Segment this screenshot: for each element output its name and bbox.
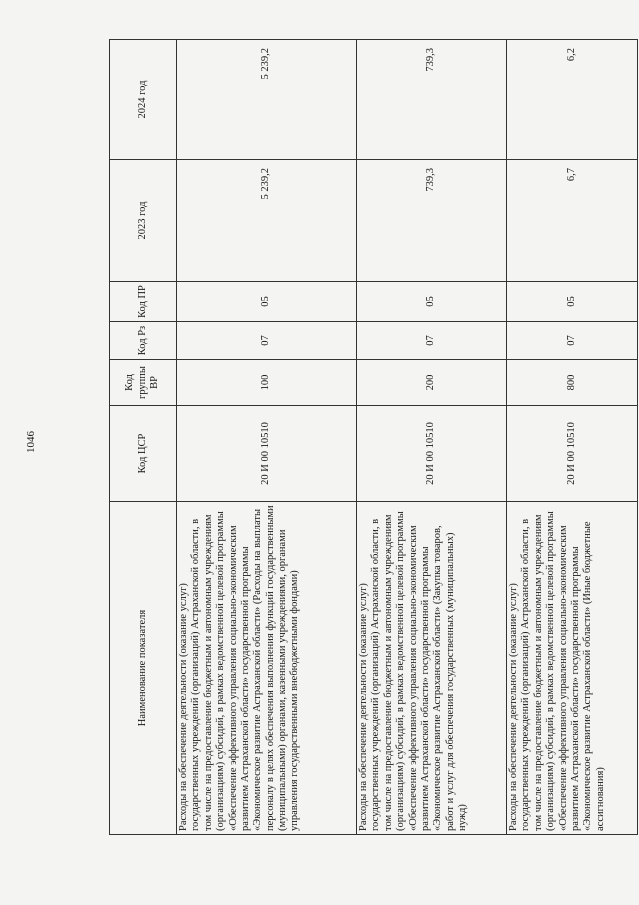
header-vr-code: Код группы ВР — [110, 360, 177, 406]
row-vr-code: 800 — [507, 360, 638, 406]
row-rz-code: 07 — [177, 322, 357, 360]
row-csr-code: 20 И 00 10510 — [177, 406, 357, 502]
row-pr-code: 05 — [177, 282, 357, 322]
row-indicator-name: Расходы на обеспечение деятельности (оказание услуг) государственных учреждений (организаций) Астраханской области, в том числе на предоставление бюджетным и автономным учреждениям (организациям) субсидий, в рамках ведомственной целевой программы «Обеспечение эффективного управления социально-экономическим развитием Астраханской области» государственной программы «Экономическое развитие Астраханской области» (Иные бюджетные ассигнования) — [507, 502, 638, 835]
row-value-2024: 739,3 — [357, 40, 507, 160]
row-csr-code: 20 И 00 10510 — [357, 406, 507, 502]
row-rz-code: 07 — [507, 322, 638, 360]
row-value-2023: 739,3 — [357, 160, 507, 282]
row-indicator-name: Расходы на обеспечение деятельности (оказание услуг) государственных учреждений (организаций) Астраханской области, в том числе на предоставление бюджетным и автономным учреждениям (организациям) субсидий, в рамках ведомственной целевой программы «Обеспечение эффективного управления социально-экономическим развитием Астраханской области» государственной программы «Экономическое развитие Астраханской области» (Расходы на выплаты персоналу в целях обеспечения выполнения функций государственными (муниципальными) органами, казенными учреждениями, органами управления государственными внебюджетными фондами) — [177, 502, 357, 835]
row-rz-code: 07 — [357, 322, 507, 360]
page-number: 1046 — [25, 431, 37, 453]
table-row — [357, 40, 507, 835]
table-row — [507, 40, 638, 835]
row-value-2024: 6,2 — [507, 40, 638, 160]
header-year-2023: 2023 год — [110, 160, 177, 282]
header-rz-code: Код Рз — [110, 322, 177, 360]
budget-table — [109, 40, 634, 835]
header-year-2024: 2024 год — [110, 40, 177, 160]
row-indicator-name: Расходы на обеспечение деятельности (оказание услуг) государственных учреждений (организаций) Астраханской области, в том числе на предоставление бюджетным и автономным учреждениям (организациям) субсидий, в рамках ведомственной целевой программы «Обеспечение эффективного управления социально-экономическим развитием Астраханской области» государственной программы «Экономическое развитие Астраханской области» (Закупка товаров, работ и услуг для обеспечения государственных (муниципальных) нужд) — [357, 502, 507, 835]
table-row — [177, 40, 357, 835]
row-value-2023: 6,7 — [507, 160, 638, 282]
row-value-2023: 5 239,2 — [177, 160, 357, 282]
header-pr-code: Код ПР — [110, 282, 177, 322]
table-header-row — [110, 40, 177, 835]
row-csr-code: 20 И 00 10510 — [507, 406, 638, 502]
header-indicator-name: Наименование показателя — [110, 502, 177, 835]
row-pr-code: 05 — [507, 282, 638, 322]
header-csr-code: Код ЦСР — [110, 406, 177, 502]
rotated-table-container — [109, 40, 634, 835]
row-vr-code: 200 — [357, 360, 507, 406]
row-value-2024: 5 239,2 — [177, 40, 357, 160]
row-vr-code: 100 — [177, 360, 357, 406]
row-pr-code: 05 — [357, 282, 507, 322]
